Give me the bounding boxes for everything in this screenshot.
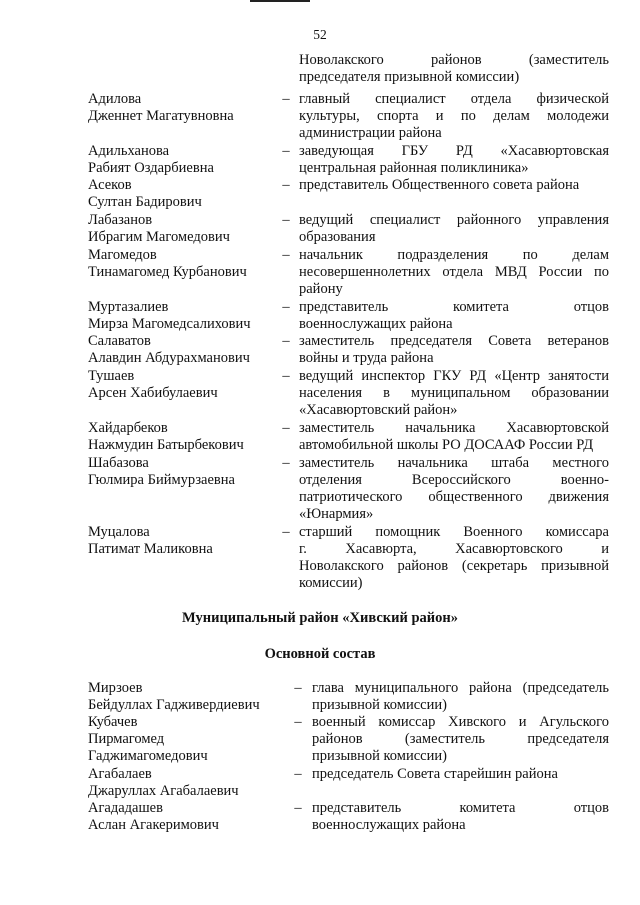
member-name-line: Тинамагомед Курбанович [88,264,247,280]
member-name [88,800,288,834]
member-name [88,247,278,281]
member-role-line: населения в муниципальном образовании [299,385,609,401]
member-role [299,420,609,454]
dash: – [282,299,290,315]
continuation-line-2: председателя призывной комиссии) [299,69,520,85]
continuation-text [299,52,609,86]
member-role [299,455,609,523]
member-role-line: патриотического общественного движения [299,489,609,505]
member-role [312,714,609,765]
dash: – [282,247,290,263]
member-role-line: «Хасавюртовский район» [299,402,458,418]
member-role [299,333,609,367]
member-name-line: Аслан Агакеримович [88,817,219,833]
member-name [88,333,278,367]
member-name-line: Алавдин Абдурахманович [88,350,250,366]
member-name-line: Ибрагим Магомедович [88,229,230,245]
member-name [88,368,278,402]
member-role-line: старший помощник Военного комиссара [299,524,609,540]
member-role [299,177,609,194]
member-role-line: отделения Всероссийского военно- [299,472,609,488]
member-name [88,212,278,246]
member-name-line: Джаруллах Агабалаевич [88,783,239,799]
member-role-line: военнослужащих района [312,817,466,833]
member-role-line: ведущий инспектор ГКУ РД «Центр занятости [299,368,609,384]
member-name-line: Салаватов [88,333,151,349]
member-role-line: автомобильной школы РО ДОСААФ России РД [299,437,594,453]
member-name [88,455,278,489]
continuation-line-1: Новолакского районов (заместитель [299,52,609,68]
dash: – [294,714,302,730]
member-name [88,143,278,177]
member-name-line: Патимат Маликовна [88,541,213,557]
dash: – [294,766,302,782]
dash: – [294,800,302,816]
member-role-line: военнослужащих района [299,316,453,332]
member-role-line: заместитель начальника штаба местного [299,455,609,471]
member-role-line: г. Хасавюрта, Хасавюртовского и [299,541,609,557]
dash: – [282,333,290,349]
member-role [312,766,609,783]
member-name-line: Муртазалиев [88,299,169,315]
member-role [299,143,609,177]
member-name-line: Муцалова [88,524,150,540]
member-name-line: Дженнет Магатувновна [88,108,234,124]
member-role-line: председатель Совета старейшин района [312,766,558,782]
member-name [88,91,278,125]
dash: – [282,524,290,540]
member-name [88,299,278,333]
member-name-line: Кубачев [88,714,138,730]
member-name-line: Агабалаев [88,766,152,782]
member-role [312,800,609,834]
member-name-line: Тушаев [88,368,135,384]
member-role-line: призывной комиссии) [312,697,447,713]
member-role [299,247,609,298]
member-role-line: главный специалист отдела физической [299,91,609,107]
member-role-line: администрации района [299,125,442,141]
member-role-line: «Юнармия» [299,506,374,522]
member-name-line: Магомедов [88,247,157,263]
dash: – [282,420,290,436]
member-name [88,177,278,211]
dash: – [282,212,290,228]
member-name [88,420,278,454]
member-name-line: Лабазанов [88,212,153,228]
subsection-heading: Основной состав [264,646,376,662]
member-role-line: культуры, спорта и по делам молодежи [299,108,609,124]
dash: – [282,455,290,471]
page-number: 52 [313,27,327,42]
member-name [88,714,288,765]
member-role-line: начальник подразделения по делам [299,247,609,263]
member-role-line: призывной комиссии) [312,748,447,764]
member-name-line: Асеков [88,177,132,193]
member-name [88,524,278,558]
member-name-line: Гюлмира Биймурзаевна [88,472,235,488]
top-rule [250,0,310,2]
member-role-line: представитель Общественного совета района [299,177,580,193]
member-name-line: Хайдарбеков [88,420,168,436]
member-name-line: Нажмудин Батырбекович [88,437,244,453]
member-role-line: районов (заместитель председателя [312,731,609,747]
member-role-line: Новолакского районов (секретарь призывной [299,558,609,574]
member-role-line: заведующая ГБУ РД «Хасавюртовская [299,143,609,159]
member-role-line: глава муниципального района (председатель [312,680,609,696]
member-name-line: Мирзоев [88,680,143,696]
member-role-line: ведущий специалист районного управления [299,212,609,228]
member-role-line: центральная районная поликлиника» [299,160,529,176]
dash: – [282,143,290,159]
member-role-line: заместитель начальника Хасавюртовской [299,420,609,436]
member-name-line: Шабазова [88,455,149,471]
member-role [299,91,609,142]
dash: – [294,680,302,696]
member-name-line: Пирмагомед [88,731,165,747]
member-role [299,368,609,419]
member-name-line: Арсен Хабибулаевич [88,385,218,401]
member-role-line: представитель комитета отцов [312,800,609,816]
member-role [299,299,609,333]
member-name-line: Рабият Оздарбиевна [88,160,214,176]
member-role-line: несовершеннолетних отдела МВД России по [299,264,609,280]
member-role-line: заместитель председателя Совета ветеранов [299,333,609,349]
member-name-line: Адилова [88,91,142,107]
dash: – [282,368,290,384]
dash: – [282,177,290,193]
member-name-line: Султан Бадирович [88,194,202,210]
member-role [299,524,609,592]
member-role-line: войны и труда района [299,350,434,366]
section-heading: Муниципальный район «Хивский район» [182,610,458,626]
member-role [299,212,609,246]
member-name-line: Адильханова [88,143,170,159]
member-name-line: Бейдуллах Гадживердиевич [88,697,260,713]
member-role-line: образования [299,229,376,245]
member-name [88,680,288,714]
member-name-line: Мирза Магомедсалихович [88,316,251,332]
member-name [88,766,288,800]
member-role [312,680,609,714]
member-role-line: военный комиссар Хивского и Агульского [312,714,609,730]
member-name-line: Агададашев [88,800,163,816]
member-role-line: району [299,281,343,297]
member-name-line: Гаджимагомедович [88,748,208,764]
member-role-line: представитель комитета отцов [299,299,609,315]
dash: – [282,91,290,107]
member-role-line: комиссии) [299,575,363,591]
